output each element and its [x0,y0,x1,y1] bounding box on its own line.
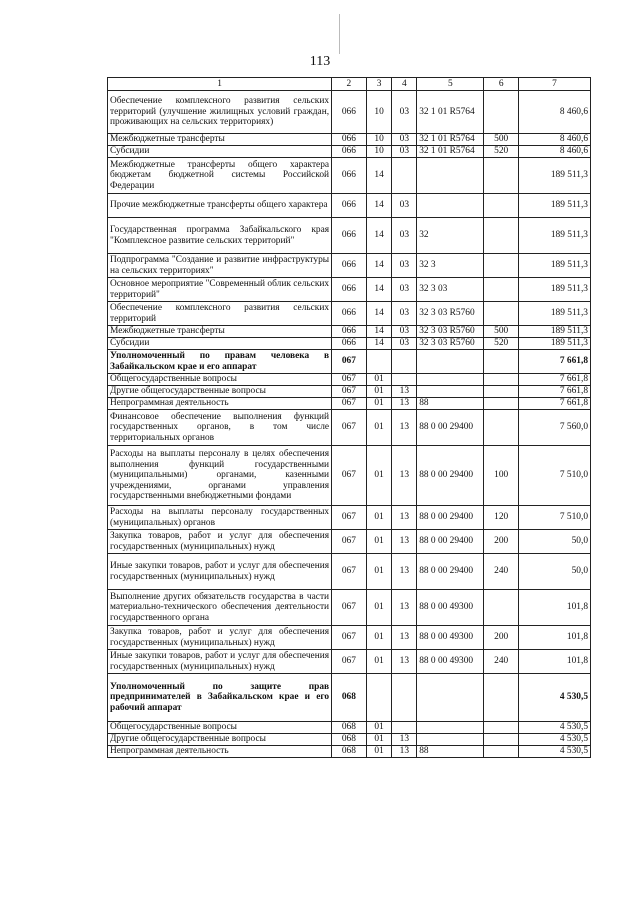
row-subsection-cell: 03 [392,302,417,326]
row-target-item-cell: 32 1 01 R5764 [417,91,484,134]
row-department-cell: 066 [332,134,367,146]
row-section-cell: 01 [366,446,392,506]
row-department-cell: 067 [332,506,367,530]
row-subsection-cell [392,350,417,374]
table-header-row [108,78,591,91]
row-expense-type-cell [484,674,519,722]
row-subsection-cell [392,674,417,722]
row-expense-type-cell: 200 [484,626,519,650]
row-name-cell: Непрограммная деятельность [108,746,332,758]
row-expense-type-cell: 520 [484,146,519,158]
row-name-cell: Уполномоченный по правам человека в Забайкальском крае и его аппарат [108,350,332,374]
row-target-item-cell [417,374,484,386]
row-amount-cell: 189 511,3 [519,338,591,350]
row-target-item-cell: 88 [417,746,484,758]
row-name-cell: Непрограммная деятельность [108,398,332,410]
row-amount-cell: 7 661,8 [519,398,591,410]
row-target-item-cell [417,386,484,398]
budget-table [107,77,591,758]
row-section-cell: 14 [366,302,392,326]
row-department-cell: 067 [332,410,367,446]
row-section-cell: 10 [366,146,392,158]
row-section-cell: 14 [366,338,392,350]
table-row [108,386,591,398]
row-subsection-cell: 13 [392,446,417,506]
table-row [108,146,591,158]
row-subsection-cell: 13 [392,530,417,554]
table-row [108,158,591,194]
row-target-item-cell: 88 0 00 29400 [417,506,484,530]
row-name-cell: Подпрограмма "Создание и развитие инфраструктуры на сельских территориях" [108,254,332,278]
row-target-item-cell: 88 [417,398,484,410]
row-amount-cell: 7 560,0 [519,410,591,446]
row-expense-type-cell [484,374,519,386]
row-amount-cell: 7 661,8 [519,350,591,374]
row-expense-type-cell [484,194,519,218]
row-section-cell: 01 [366,374,392,386]
table-row [108,398,591,410]
row-department-cell: 067 [332,590,367,626]
row-expense-type-cell [484,218,519,254]
header-col-7: 7 [519,78,591,91]
row-section-cell: 01 [366,410,392,446]
row-department-cell: 066 [332,302,367,326]
row-department-cell: 066 [332,146,367,158]
row-target-item-cell: 88 0 00 49300 [417,650,484,674]
row-expense-type-cell [484,254,519,278]
row-department-cell: 066 [332,218,367,254]
row-section-cell: 01 [366,530,392,554]
row-expense-type-cell [484,398,519,410]
row-section-cell: 10 [366,91,392,134]
row-name-cell: Расходы на выплаты персоналу в целях обеспечения выполнения функций государственными (муниципальными) органами, казенными учреждениями, органами управления государственными внебюджетными фондами [108,446,332,506]
table-row [108,91,591,134]
row-expense-type-cell [484,746,519,758]
table-row [108,746,591,758]
row-subsection-cell: 13 [392,734,417,746]
row-subsection-cell: 13 [392,626,417,650]
row-section-cell: 01 [366,650,392,674]
page-number: 113 [309,54,331,69]
row-subsection-cell: 13 [392,554,417,590]
table-row [108,626,591,650]
row-subsection-cell: 03 [392,254,417,278]
table-row [108,674,591,722]
row-expense-type-cell: 200 [484,530,519,554]
row-amount-cell: 4 530,5 [519,746,591,758]
row-name-cell: Выполнение других обязательств государства в части материально-технического обеспечения деятельности государственного органа [108,590,332,626]
row-subsection-cell [392,374,417,386]
row-name-cell: Закупка товаров, работ и услуг для обеспечения государственных (муниципальных) нужд [108,530,332,554]
row-expense-type-cell [484,350,519,374]
row-department-cell: 067 [332,446,367,506]
row-subsection-cell: 13 [392,506,417,530]
row-target-item-cell [417,674,484,722]
row-expense-type-cell [484,722,519,734]
row-amount-cell: 7 510,0 [519,506,591,530]
row-target-item-cell: 32 3 03 R5760 [417,326,484,338]
row-name-cell: Обеспечение комплексного развития сельских территорий [108,302,332,326]
row-amount-cell: 189 511,3 [519,158,591,194]
row-subsection-cell: 13 [392,650,417,674]
row-name-cell: Государственная программа Забайкальского края "Комплексное развитие сельских территорий" [108,218,332,254]
row-amount-cell: 101,8 [519,626,591,650]
row-subsection-cell: 03 [392,218,417,254]
row-target-item-cell: 88 0 00 29400 [417,554,484,590]
row-section-cell: 14 [366,158,392,194]
row-amount-cell: 50,0 [519,554,591,590]
header-col-2: 2 [332,78,367,91]
row-subsection-cell: 13 [392,386,417,398]
row-department-cell: 068 [332,746,367,758]
row-section-cell: 01 [366,386,392,398]
row-name-cell: Иные закупки товаров, работ и услуг для обеспечения государственных (муниципальных) нужд [108,554,332,590]
table-row [108,446,591,506]
row-subsection-cell: 03 [392,146,417,158]
row-expense-type-cell [484,278,519,302]
row-target-item-cell [417,350,484,374]
row-target-item-cell: 32 3 [417,254,484,278]
row-name-cell: Закупка товаров, работ и услуг для обеспечения государственных (муниципальных) нужд [108,626,332,650]
row-name-cell: Межбюджетные трансферты [108,134,332,146]
row-name-cell: Субсидии [108,146,332,158]
header-col-6: 6 [484,78,519,91]
header-col-1: 1 [108,78,332,91]
row-amount-cell: 189 511,3 [519,218,591,254]
row-department-cell: 067 [332,386,367,398]
table-row [108,278,591,302]
row-name-cell: Расходы на выплаты персоналу государственных (муниципальных) органов [108,506,332,530]
row-amount-cell: 7 661,8 [519,386,591,398]
row-amount-cell: 7 510,0 [519,446,591,506]
row-target-item-cell: 88 0 00 49300 [417,626,484,650]
row-name-cell: Межбюджетные трансферты [108,326,332,338]
row-target-item-cell: 88 0 00 29400 [417,410,484,446]
row-section-cell: 01 [366,554,392,590]
row-target-item-cell: 32 1 01 R5764 [417,134,484,146]
row-name-cell: Основное мероприятие "Современный облик сельских территорий" [108,278,332,302]
row-target-item-cell [417,734,484,746]
row-expense-type-cell [484,302,519,326]
table-row [108,338,591,350]
row-subsection-cell: 03 [392,278,417,302]
row-section-cell: 14 [366,194,392,218]
row-department-cell: 067 [332,650,367,674]
row-section-cell: 14 [366,278,392,302]
row-department-cell: 068 [332,674,367,722]
header-col-5: 5 [417,78,484,91]
row-department-cell: 067 [332,554,367,590]
row-name-cell: Иные закупки товаров, работ и услуг для обеспечения государственных (муниципальных) нужд [108,650,332,674]
row-amount-cell: 189 511,3 [519,326,591,338]
row-department-cell: 067 [332,530,367,554]
row-department-cell: 068 [332,722,367,734]
row-name-cell: Прочие межбюджетные трансферты общего характера [108,194,332,218]
row-target-item-cell: 88 0 00 49300 [417,590,484,626]
row-department-cell: 066 [332,158,367,194]
table-row [108,722,591,734]
table-row [108,326,591,338]
row-department-cell: 066 [332,254,367,278]
row-department-cell: 066 [332,91,367,134]
table-row [108,590,591,626]
row-department-cell: 067 [332,626,367,650]
table-row [108,734,591,746]
row-subsection-cell: 03 [392,326,417,338]
row-target-item-cell: 32 3 03 R5760 [417,302,484,326]
row-department-cell: 066 [332,338,367,350]
row-name-cell: Обеспечение комплексного развития сельских территорий (улучшение жилищных условий граждан, проживающих на сельских территориях) [108,91,332,134]
table-row [108,254,591,278]
row-target-item-cell: 32 1 01 R5764 [417,146,484,158]
row-subsection-cell: 03 [392,194,417,218]
row-subsection-cell [392,722,417,734]
scan-cut-mark [339,14,340,54]
row-section-cell: 14 [366,254,392,278]
row-department-cell: 067 [332,374,367,386]
table-row [108,350,591,374]
row-expense-type-cell [484,386,519,398]
row-target-item-cell: 32 [417,218,484,254]
row-expense-type-cell: 500 [484,326,519,338]
row-section-cell: 01 [366,734,392,746]
row-amount-cell: 4 530,5 [519,734,591,746]
row-target-item-cell: 32 3 03 R5760 [417,338,484,350]
row-section-cell: 01 [366,398,392,410]
table-row [108,302,591,326]
row-subsection-cell: 03 [392,91,417,134]
row-section-cell: 10 [366,134,392,146]
row-name-cell: Финансовое обеспечение выполнения функций государственных органов, в том числе территориальных органов [108,410,332,446]
row-name-cell: Субсидии [108,338,332,350]
row-amount-cell: 8 460,6 [519,134,591,146]
row-subsection-cell: 13 [392,410,417,446]
row-expense-type-cell: 240 [484,650,519,674]
row-expense-type-cell: 500 [484,134,519,146]
row-subsection-cell: 03 [392,134,417,146]
row-section-cell: 01 [366,506,392,530]
row-department-cell: 067 [332,398,367,410]
row-subsection-cell: 13 [392,398,417,410]
row-subsection-cell: 03 [392,338,417,350]
header-col-3: 3 [366,78,392,91]
table-row [108,530,591,554]
row-target-item-cell: 88 0 00 29400 [417,446,484,506]
row-target-item-cell [417,722,484,734]
row-amount-cell: 8 460,6 [519,91,591,134]
header-col-4: 4 [392,78,417,91]
row-expense-type-cell: 240 [484,554,519,590]
row-subsection-cell: 13 [392,590,417,626]
row-amount-cell: 101,8 [519,590,591,626]
row-expense-type-cell [484,734,519,746]
row-expense-type-cell: 120 [484,506,519,530]
row-department-cell: 068 [332,734,367,746]
row-department-cell: 066 [332,278,367,302]
row-name-cell: Уполномоченный по защите прав предпринимателей в Забайкальском крае и его рабочий аппарат [108,674,332,722]
row-subsection-cell [392,158,417,194]
row-name-cell: Другие общегосударственные вопросы [108,386,332,398]
row-section-cell: 01 [366,626,392,650]
row-expense-type-cell [484,410,519,446]
table-row [108,374,591,386]
row-amount-cell: 7 661,8 [519,374,591,386]
row-department-cell: 066 [332,194,367,218]
row-section-cell: 01 [366,722,392,734]
table-row [108,194,591,218]
row-department-cell: 066 [332,326,367,338]
row-amount-cell: 8 460,6 [519,146,591,158]
row-amount-cell: 50,0 [519,530,591,554]
row-section-cell: 14 [366,326,392,338]
row-expense-type-cell: 520 [484,338,519,350]
table-row [108,506,591,530]
row-amount-cell: 4 530,5 [519,722,591,734]
row-section-cell: 01 [366,590,392,626]
row-amount-cell: 189 511,3 [519,278,591,302]
row-amount-cell: 189 511,3 [519,194,591,218]
row-subsection-cell: 13 [392,746,417,758]
row-department-cell: 067 [332,350,367,374]
row-amount-cell: 189 511,3 [519,254,591,278]
row-name-cell: Межбюджетные трансферты общего характера бюджетам бюджетной системы Российской Федерации [108,158,332,194]
row-name-cell: Другие общегосударственные вопросы [108,734,332,746]
row-target-item-cell [417,194,484,218]
table-row [108,134,591,146]
row-expense-type-cell [484,91,519,134]
row-amount-cell: 4 530,5 [519,674,591,722]
table-row [108,410,591,446]
row-target-item-cell [417,158,484,194]
row-expense-type-cell: 100 [484,446,519,506]
table-row [108,650,591,674]
row-expense-type-cell [484,590,519,626]
row-amount-cell: 101,8 [519,650,591,674]
row-amount-cell: 189 511,3 [519,302,591,326]
table-row [108,554,591,590]
row-name-cell: Общегосударственные вопросы [108,722,332,734]
row-target-item-cell: 88 0 00 29400 [417,530,484,554]
row-target-item-cell: 32 3 03 [417,278,484,302]
table-row [108,218,591,254]
row-section-cell: 14 [366,218,392,254]
row-expense-type-cell [484,158,519,194]
row-section-cell: 01 [366,746,392,758]
row-section-cell [366,350,392,374]
table-body [108,91,591,758]
row-section-cell [366,674,392,722]
row-name-cell: Общегосударственные вопросы [108,374,332,386]
